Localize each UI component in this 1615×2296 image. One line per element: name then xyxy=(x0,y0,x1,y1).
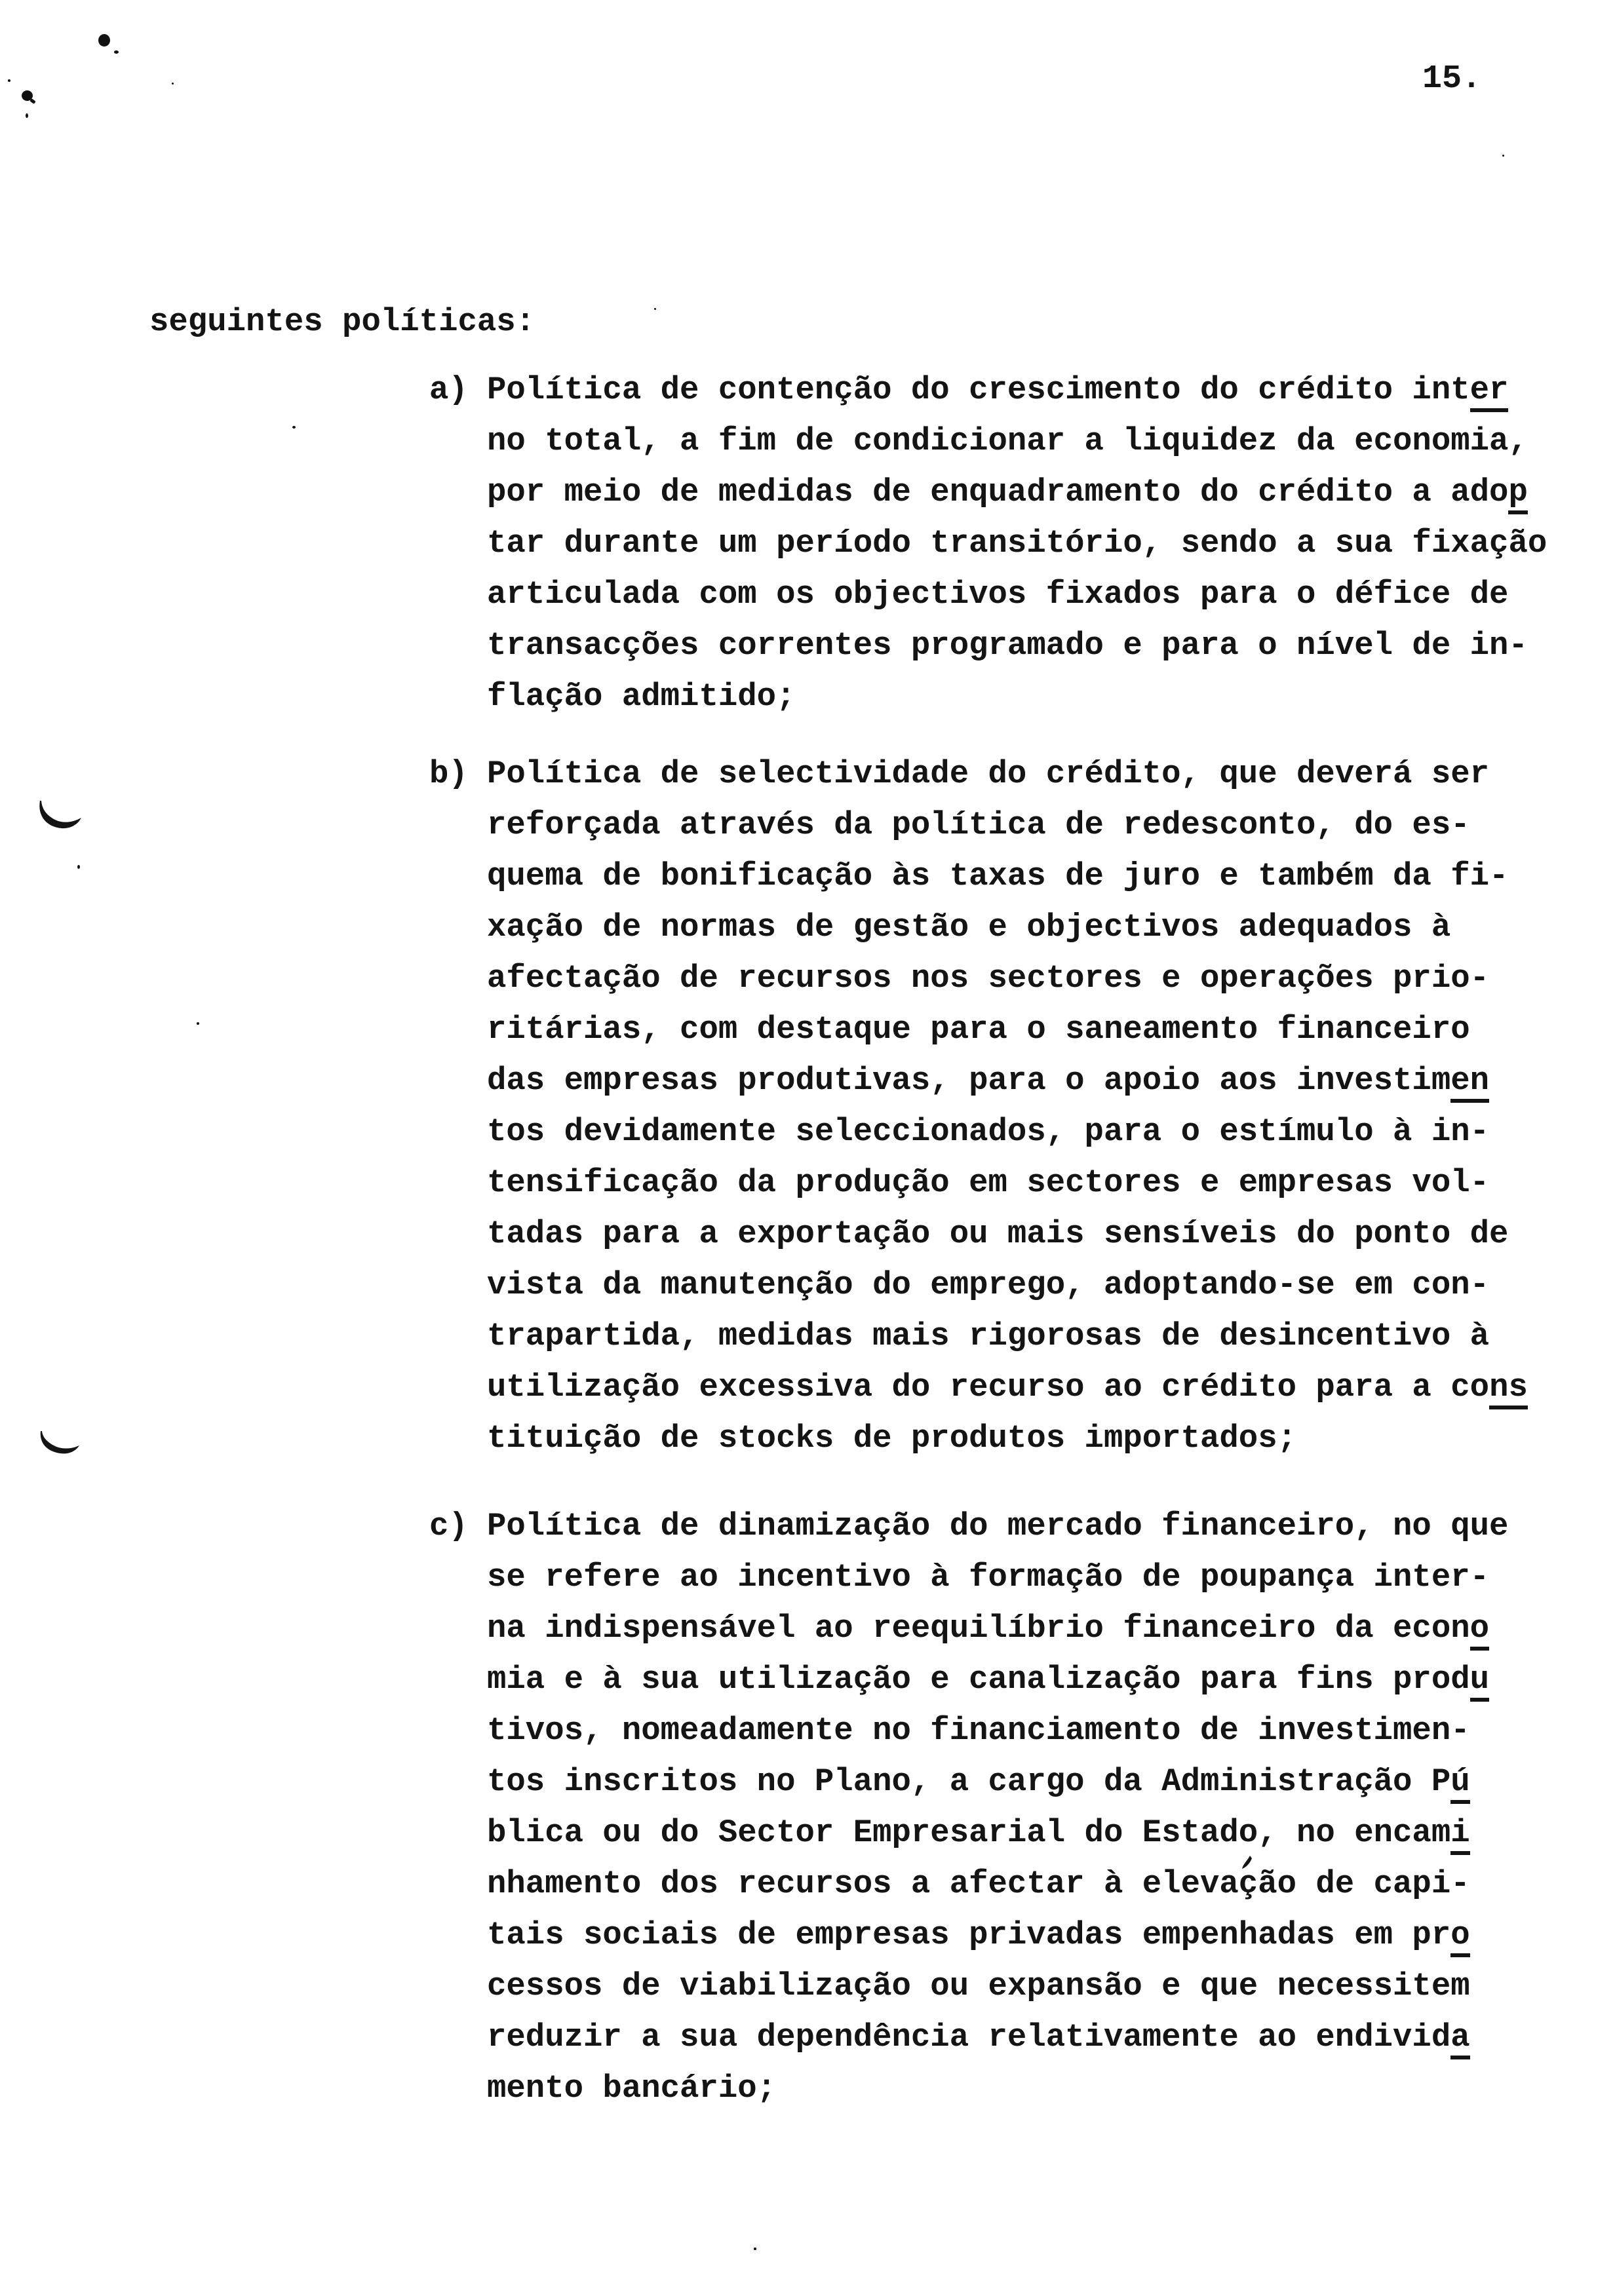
word-continuation-underline: u xyxy=(1470,1661,1489,1702)
text-line: tensificação da produção em sectores e empresas vol- xyxy=(487,1164,1490,1201)
word-continuation-underline: ns xyxy=(1489,1369,1528,1409)
word-continuation-underline: er xyxy=(1470,372,1509,412)
text-line: no total, a fim de condicionar a liquidez da economia, xyxy=(487,423,1528,459)
text-line: tivos, nomeadamente no financiamento de investimen- xyxy=(487,1712,1470,1749)
item-lines xyxy=(487,748,1528,1464)
ink-speck xyxy=(26,113,28,118)
text-line: vista da manutenção do emprego, adoptando-se em con- xyxy=(487,1267,1490,1303)
handwritten-crescent-mark xyxy=(37,799,84,833)
text-line: flação admitido; xyxy=(487,678,796,715)
text-line: por meio de medidas de enquadramento do crédito a adop xyxy=(487,467,1547,518)
text-line: utilização excessiva do recurso ao crédito para a cons xyxy=(487,1362,1528,1413)
ink-speck xyxy=(29,98,35,104)
word-continuation-underline: ú xyxy=(1450,1763,1469,1804)
text-line: afectação de recursos nos sectores e operações prio- xyxy=(487,960,1490,997)
item-marker: c) xyxy=(429,1508,468,1544)
text-line: reduzir a sua dependência relativamente ao endivida xyxy=(487,2012,1508,2063)
word-continuation-underline: en xyxy=(1450,1062,1489,1103)
item-marker: b) xyxy=(429,756,468,792)
word-continuation-underline: o xyxy=(1470,1610,1489,1651)
text-line: Política de contenção do crescimento do crédito inter xyxy=(487,364,1547,415)
text-line: mento bancário; xyxy=(487,2070,777,2107)
policy-item-a xyxy=(429,364,1547,722)
text-line: Política de dinamização do mercado financeiro, no que xyxy=(487,1508,1509,1544)
item-lines xyxy=(487,1501,1508,2114)
item-lines xyxy=(487,364,1547,722)
text-line: das empresas produtivas, para o apoio aos investimen xyxy=(487,1055,1528,1106)
ink-speck xyxy=(172,83,174,85)
text-line: tar durante um período transitório, sendo a sua fixação xyxy=(487,525,1547,562)
ink-speck xyxy=(98,34,110,47)
ink-speck xyxy=(197,1022,199,1025)
word-continuation-underline: i xyxy=(1450,1814,1469,1855)
policy-item-c xyxy=(429,1501,1508,2114)
item-marker: a) xyxy=(429,372,468,408)
ink-speck xyxy=(754,2248,756,2250)
ink-speck xyxy=(654,308,656,310)
text-line: trapartida, medidas mais rigorosas de desincentivo à xyxy=(487,1318,1490,1354)
word-continuation-underline: a xyxy=(1450,2019,1469,2059)
text-line: tos inscritos no Plano, a cargo da Administração Pú xyxy=(487,1756,1508,1807)
word-continuation-underline: p xyxy=(1508,474,1527,514)
text-line: articulada com os objectivos fixados para o défice de xyxy=(487,576,1509,613)
ink-speck xyxy=(292,426,296,429)
intro-line: seguintes políticas: xyxy=(149,303,535,340)
text-line: xação de normas de gestão e objectivos adequados à xyxy=(487,909,1451,946)
text-line: nhamento dos recursos a afectar à elevação de capi- xyxy=(487,1866,1470,1902)
text-line: tos devidamente seleccionados, para o estímulo à in- xyxy=(487,1113,1490,1150)
word-continuation-underline: o xyxy=(1450,1917,1469,1957)
ink-speck xyxy=(8,79,10,82)
text-line: reforçada através da política de redesconto, do es- xyxy=(487,807,1470,843)
text-line: mia e à sua utilização e canalização para fins produ xyxy=(487,1654,1508,1705)
page-number: 15. xyxy=(1422,60,1482,98)
text-line: transacções correntes programado e para o nível de in- xyxy=(487,627,1528,664)
text-line: se refere ao incentivo à formação de poupança inter- xyxy=(487,1559,1490,1596)
text-line: na indispensável ao reequilíbrio financeiro da econo xyxy=(487,1603,1508,1654)
text-line: Política de selectividade do crédito, que deverá ser xyxy=(487,756,1490,792)
text-line: blica ou do Sector Empresarial do Estado, no encami xyxy=(487,1807,1508,1858)
handwritten-crescent-mark xyxy=(38,1430,81,1456)
text-line: tadas para a exportação ou mais sensíveis do ponto de xyxy=(487,1215,1509,1252)
text-line: tais sociais de empresas privadas empenhadas em pro xyxy=(487,1909,1508,1961)
ink-speck xyxy=(1502,155,1504,157)
ink-speck xyxy=(114,50,119,54)
text-line: quema de bonificação às taxas de juro e também da fi- xyxy=(487,858,1509,894)
text-line: cessos de viabilização ou expansão e que necessitem xyxy=(487,1968,1470,2004)
stray-cedilla-mark xyxy=(1241,1856,1255,1873)
text-line: tituição de stocks de produtos importados; xyxy=(487,1420,1297,1457)
text-line: ritárias, com destaque para o saneamento financeiro xyxy=(487,1011,1470,1048)
ink-speck xyxy=(77,865,80,869)
policy-item-b xyxy=(429,748,1528,1464)
